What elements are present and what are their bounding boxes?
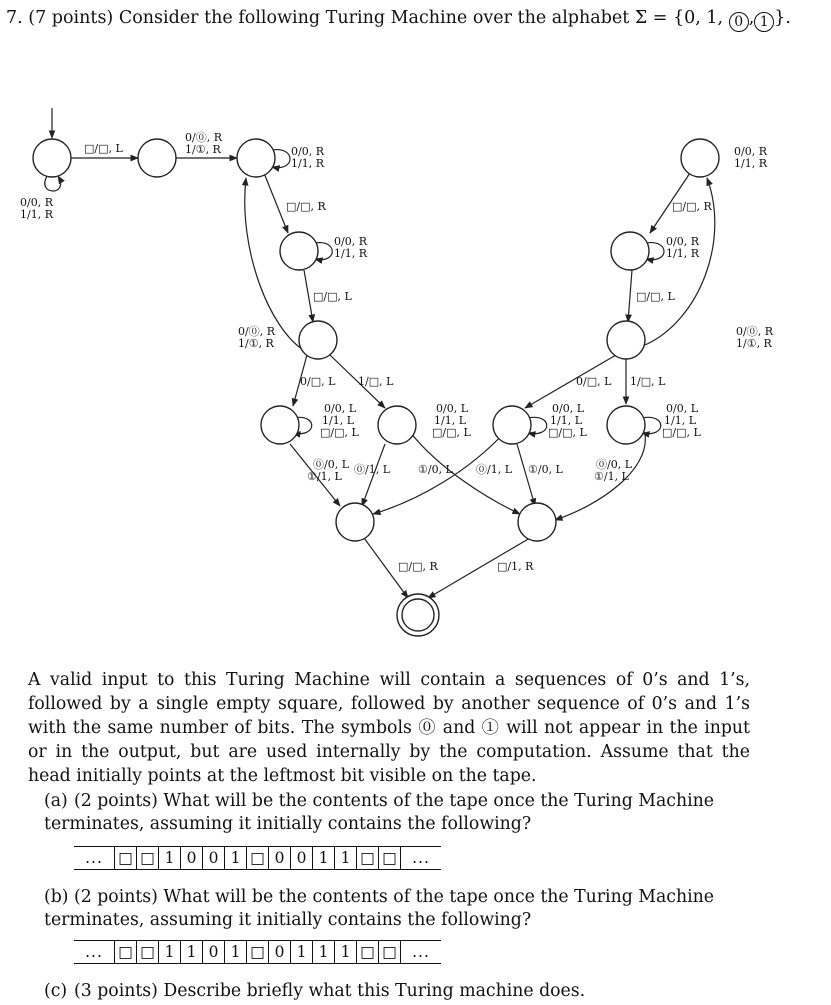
state-q11 xyxy=(607,321,645,359)
svg-text:⓪/0, L: ⓪/0, L xyxy=(313,458,350,471)
tape-cell: □ xyxy=(246,847,268,869)
svg-text:⓪/1, L: ⓪/1, L xyxy=(476,463,513,476)
tape-cell: 1 xyxy=(180,941,202,963)
tape-b xyxy=(74,940,441,964)
tape-cell: □ xyxy=(356,941,378,963)
svg-text:□/□, L: □/□, L xyxy=(548,426,587,439)
tape-cell: 1 xyxy=(158,941,180,963)
svg-text:1/1, R: 1/1, R xyxy=(20,208,53,221)
label-q0-q1: □/□, L xyxy=(84,142,123,155)
svg-text:□/□, R: □/□, R xyxy=(398,560,438,573)
state-q6 xyxy=(378,406,416,444)
state-q4 xyxy=(299,321,337,359)
tape-cell: □ xyxy=(356,847,378,869)
state-q10 xyxy=(607,406,645,444)
svg-text:①/0, L: ①/0, L xyxy=(528,463,563,476)
svg-text:0/⓪, R: 0/⓪, R xyxy=(238,325,275,338)
tape-cell: 1 xyxy=(290,941,312,963)
tape-cell: □ xyxy=(136,941,158,963)
svg-text:0/0, R: 0/0, R xyxy=(666,235,699,248)
svg-text:1/①, R: 1/①, R xyxy=(185,143,221,156)
tape-cell: 0 xyxy=(290,847,312,869)
question-b-label: (b) xyxy=(44,887,69,907)
tape-cell: 0 xyxy=(268,941,290,963)
question-points: (7 points) xyxy=(28,8,114,28)
svg-text:0/0, L: 0/0, L xyxy=(552,402,585,415)
state-q9 xyxy=(493,406,531,444)
state-q12 xyxy=(611,232,649,270)
tape-cell: 0 xyxy=(202,941,224,963)
svg-text:1/①, R: 1/①, R xyxy=(238,337,274,350)
tape-cell: 0 xyxy=(180,847,202,869)
tape-cell: □ xyxy=(114,847,136,869)
svg-text:1/1, L: 1/1, L xyxy=(322,414,355,427)
svg-text:□/1, R: □/1, R xyxy=(497,560,534,573)
tape-ellipsis-right: ... xyxy=(400,941,441,963)
svg-text:0/0, L: 0/0, L xyxy=(666,402,699,415)
state-q7 xyxy=(336,503,374,541)
svg-text:□/□, R: □/□, R xyxy=(672,200,712,213)
tape-cell: □ xyxy=(246,941,268,963)
transitions xyxy=(45,150,715,598)
tape-ellipsis-left: ... xyxy=(85,943,103,961)
tape-ellipsis-right: ... xyxy=(400,847,441,869)
state-q5 xyxy=(261,406,299,444)
svg-text:1/1, L: 1/1, L xyxy=(664,414,697,427)
state-accept-inner xyxy=(402,599,434,631)
tape-cell: □ xyxy=(378,941,400,963)
svg-text:0/0, R: 0/0, R xyxy=(291,145,324,158)
tape-cell: 1 xyxy=(312,847,334,869)
svg-text:1/1, R: 1/1, R xyxy=(734,157,767,170)
svg-text:1/1, R: 1/1, R xyxy=(666,247,699,260)
tape-cell: □ xyxy=(378,847,400,869)
circled-zero-symbol: 0 xyxy=(729,12,749,32)
svg-text:0/0, R: 0/0, R xyxy=(734,145,767,158)
question-a xyxy=(44,790,754,836)
svg-text:①/1, L: ①/1, L xyxy=(594,470,629,483)
question-b xyxy=(44,886,754,932)
svg-text:0/□, L: 0/□, L xyxy=(576,375,612,388)
circled-one-symbol: 1 xyxy=(754,12,774,32)
turing-machine-diagram xyxy=(0,95,831,655)
tape-cell: 1 xyxy=(224,941,246,963)
svg-text:□/□, L: □/□, L xyxy=(320,426,359,439)
question-number: 7. xyxy=(6,8,23,28)
question-a-label: (a) xyxy=(44,791,68,811)
svg-text:0/0, R: 0/0, R xyxy=(334,235,367,248)
tape-cell: 0 xyxy=(268,847,290,869)
svg-text:⓪/0, L: ⓪/0, L xyxy=(596,458,633,471)
svg-text:0/⓪, R: 0/⓪, R xyxy=(185,131,222,144)
svg-text:①/1, L: ①/1, L xyxy=(307,470,342,483)
tape-ellipsis-left: ... xyxy=(85,849,103,867)
transition-labels xyxy=(20,131,774,573)
svg-text:1/□, L: 1/□, L xyxy=(358,375,394,388)
tape-cell: 1 xyxy=(158,847,180,869)
state-q3 xyxy=(280,232,318,270)
svg-text:0/0, R: 0/0, R xyxy=(20,196,53,209)
svg-text:0/⓪, R: 0/⓪, R xyxy=(736,325,773,338)
svg-text:①/0, L: ①/0, L xyxy=(418,463,453,476)
state-q0 xyxy=(33,139,71,177)
tape-cell: 1 xyxy=(334,941,356,963)
state-q8 xyxy=(518,503,556,541)
tape-cell: 1 xyxy=(312,941,334,963)
svg-text:1/1, R: 1/1, R xyxy=(291,157,324,170)
svg-text:0/0, L: 0/0, L xyxy=(324,402,357,415)
problem-description: A valid input to this Turing Machine will contain a sequences of 0’s and 1’s, followed by a single empty square, followed by another sequence of 0’s and 1’s with the same number of bits. The symbols ⓪ and ① will not appear in the input or in the output, but are used internally by the computation. Assume that the head initially points at the leftmost bit visible on the tape. xyxy=(28,670,750,786)
svg-text:1/1, R: 1/1, R xyxy=(334,247,367,260)
svg-text:1/1, L: 1/1, L xyxy=(434,414,467,427)
tape-a xyxy=(74,846,441,870)
question-c xyxy=(44,980,754,1003)
svg-text:□/□, L: □/□, L xyxy=(636,290,675,303)
svg-text:0/0, L: 0/0, L xyxy=(436,402,469,415)
tape-cell: 1 xyxy=(224,847,246,869)
svg-text:1/□, L: 1/□, L xyxy=(630,375,666,388)
svg-text:1/1, L: 1/1, L xyxy=(550,414,583,427)
question-a-text: (2 points) What will be the contents of the tape once the Turing Machine terminates, assuming it initially contains the following? xyxy=(44,791,714,834)
question-c-label: (c) xyxy=(44,981,68,1001)
svg-text:□/□, L: □/□, L xyxy=(662,426,701,439)
tape-cell: 1 xyxy=(334,847,356,869)
question-c-text: (3 points) Describe briefly what this Turing machine does. xyxy=(74,981,586,1001)
svg-text:□/□, L: □/□, L xyxy=(313,290,352,303)
state-q1 xyxy=(138,139,176,177)
tape-cell: □ xyxy=(114,941,136,963)
tape-cell: 0 xyxy=(202,847,224,869)
question-text: Consider the following Turing Machine over the alphabet Σ = {0, 1, xyxy=(118,8,724,28)
svg-text:⓪/1, L: ⓪/1, L xyxy=(354,463,391,476)
state-q2 xyxy=(237,139,275,177)
state-q13 xyxy=(681,139,719,177)
svg-text:□/□, R: □/□, R xyxy=(286,200,326,213)
svg-text:0/□, L: 0/□, L xyxy=(300,375,336,388)
question-title: 7. (7 points) Consider the following Turing Machine over the alphabet Σ = {0, 1, 0 , 1 }. xyxy=(6,8,791,30)
tape-cell: □ xyxy=(136,847,158,869)
question-b-text: (2 points) What will be the contents of the tape once the Turing Machine terminates, assuming it initially contains the following? xyxy=(44,887,714,930)
svg-text:□/□, L: □/□, L xyxy=(432,426,471,439)
svg-text:1/①, R: 1/①, R xyxy=(736,337,772,350)
